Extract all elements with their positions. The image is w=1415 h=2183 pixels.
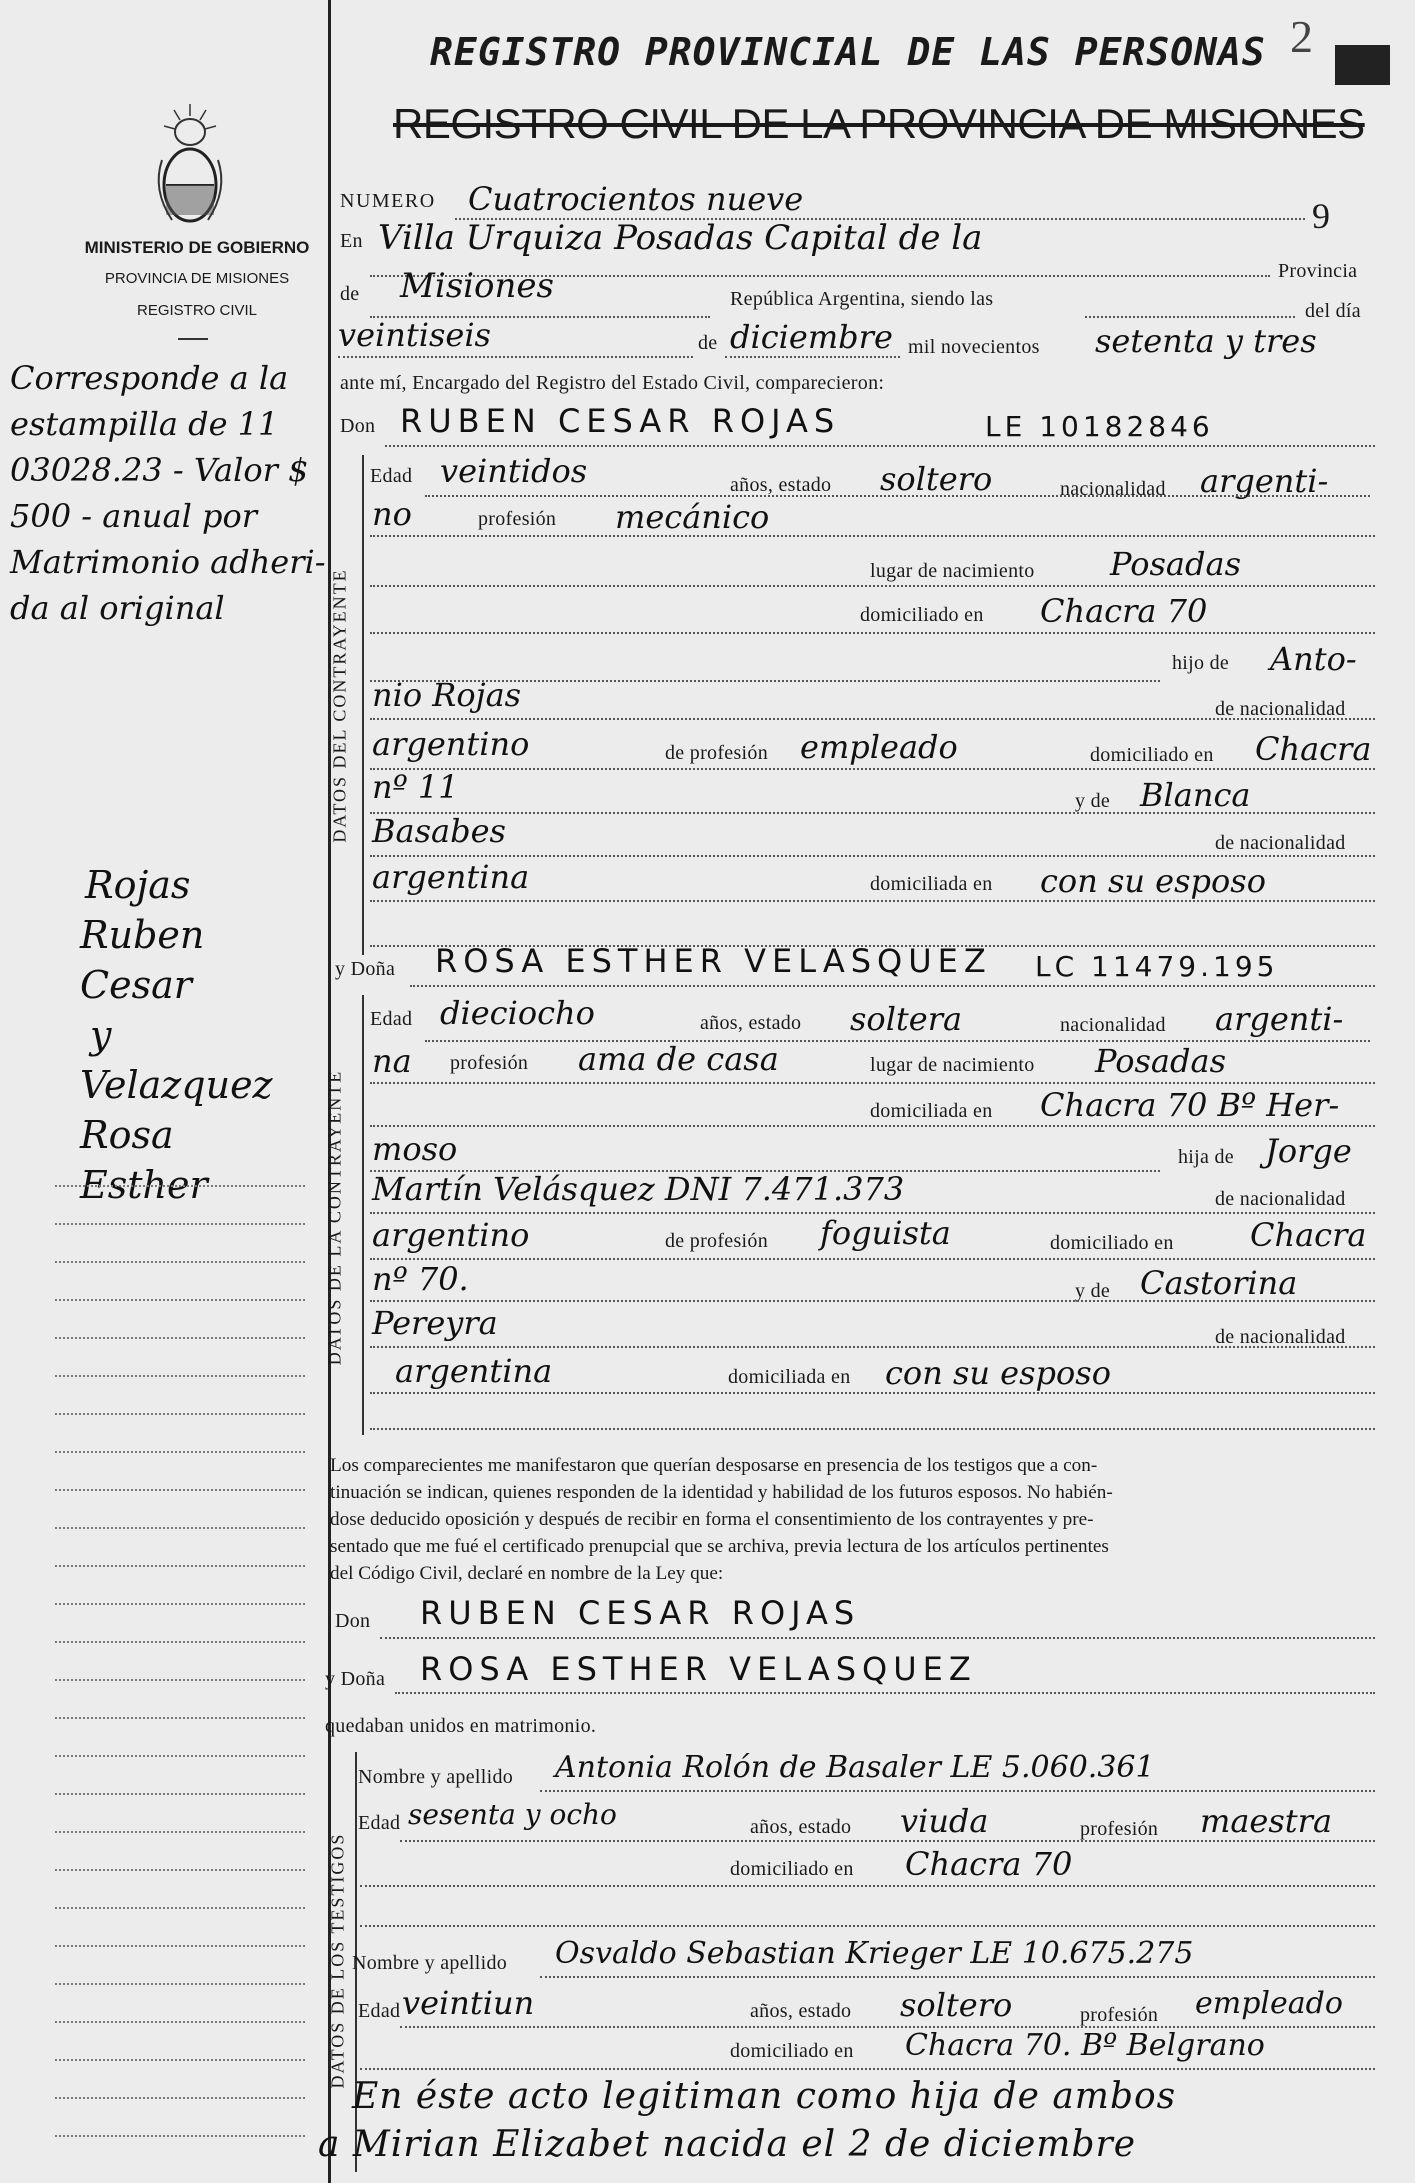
label-numero: NUMERO (340, 190, 436, 212)
bride-father-address: Chacra (1250, 1216, 1367, 1254)
margin-ruled-line (55, 1717, 305, 1719)
bride-data-label: DATOS DE LA CONTRAYENTE (324, 1069, 345, 1366)
groom-father: Anto- (1270, 640, 1357, 678)
label-anos-estado-4: años, estado (750, 2000, 852, 2022)
paragraph-line: Los comparecientes me manifestaron que querían desposarse en presencia de los testigos que a con- (330, 1455, 1098, 1476)
label-domiciliada-en: domiciliada en (870, 873, 993, 895)
groom-mother-address: con su esposo (1040, 862, 1266, 900)
registry-title: REGISTRO PROVINCIAL DE LAS PERSONAS (430, 30, 1266, 74)
label-profesion-3: profesión (1080, 1818, 1159, 1840)
bride-father: Jorge (1265, 1132, 1352, 1170)
margin-ruled-line (55, 1907, 305, 1909)
witness1-age: sesenta y ocho (408, 1798, 617, 1831)
label-domiciliada: domiciliada en (870, 1100, 993, 1122)
groom-nationality: argenti- (1200, 462, 1329, 500)
margin-note-line: Corresponde a la (10, 359, 289, 397)
label-domiciliado: domiciliado en (860, 604, 984, 626)
record-province: Misiones (400, 266, 554, 306)
declared-groom: RUBEN CESAR ROJAS (420, 1594, 861, 1632)
label-de-nacionalidad-3: de nacionalidad (1215, 1188, 1346, 1210)
paragraph-line: dose deducido oposición y después de recibir en forma el consentimiento de los contrayentes y pre- (330, 1509, 1094, 1530)
margin-ruled-line (55, 1679, 305, 1681)
margin-ruled-line (55, 1603, 305, 1605)
witness2-age: veintiun (402, 1984, 535, 2022)
margin-ruled-line (55, 1565, 305, 1567)
page-number: 9 (1312, 196, 1330, 236)
groom-mother-cont: Basabes (372, 812, 506, 850)
label-en: En (340, 230, 363, 252)
margin-note (10, 355, 326, 631)
label-de: de (340, 283, 360, 305)
margin-note-line: da al original (10, 589, 225, 627)
margin-ruled-line (55, 1185, 305, 1187)
label-anos-estado-3: años, estado (750, 1816, 852, 1838)
groom-data-label: DATOS DEL CONTRAYENTE (329, 568, 350, 843)
bride-father-nationality: argentino (372, 1216, 530, 1254)
label-y-de: y de (1075, 790, 1111, 812)
groom-father-profession: empleado (800, 728, 958, 766)
bride-age: dieciocho (440, 994, 595, 1032)
label-edad: Edad (370, 465, 413, 487)
label-domiciliado-en-2: domiciliado en (1050, 1232, 1174, 1254)
groom-document: LE 10182846 (985, 410, 1214, 443)
bride-mother: Castorina (1140, 1264, 1298, 1302)
label-domiciliada-en-2: domiciliada en (728, 1366, 851, 1388)
bride-status: soltera (850, 1000, 963, 1038)
label-hijo-de: hijo de (1172, 652, 1230, 674)
margin-note-line: estampilla de 11 (10, 405, 279, 443)
margin-ruled-line (55, 1223, 305, 1225)
bride-mother-address: con su esposo (885, 1354, 1111, 1392)
record-place: Villa Urquiza Posadas Capital de la (378, 218, 983, 258)
witness1-profession: maestra (1200, 1802, 1333, 1840)
bride-address: Chacra 70 Bº Her- (1040, 1086, 1340, 1124)
label-y-dona-2: y Doña (325, 1668, 386, 1690)
witness2-status: soltero (900, 1986, 1013, 2024)
margin-ruled-line (55, 1641, 305, 1643)
label-anos-estado-2: años, estado (700, 1012, 802, 1034)
margin-ruled-line (55, 2021, 305, 2023)
margin-name-line: Esther (80, 1163, 208, 1207)
margin-name-line: Ruben (80, 913, 205, 957)
legitimation-note-line: En éste acto legitiman como hija de ambos (352, 2076, 1177, 2117)
witness-data-label: DATOS DE LOS TESTIGOS (327, 1832, 348, 2089)
margin-ruled-line (55, 1489, 305, 1491)
bride-father-profession: foguista (820, 1214, 951, 1252)
groom-name: RUBEN CESAR ROJAS (400, 402, 841, 440)
bride-father-cont: Martín Velásquez DNI 7.471.373 (372, 1170, 905, 1208)
label-nombre-apellido: Nombre y apellido (358, 1766, 514, 1788)
record-year: setenta y tres (1095, 322, 1317, 360)
label-republica: República Argentina, siendo las (730, 288, 994, 310)
margin-ruled-line (55, 2059, 305, 2061)
paragraph-line: del Código Civil, declaré en nombre de la Ley que: (330, 1563, 724, 1584)
groom-father-cont: nio Rojas (372, 676, 522, 714)
margin-note-line: 500 - anual por (10, 497, 258, 535)
margin-ruled-line (55, 1793, 305, 1795)
margin-ruled-line (55, 1375, 305, 1377)
declaration-paragraph (330, 1452, 1113, 1587)
groom-address: Chacra 70 (1040, 592, 1208, 630)
label-nacionalidad: nacionalidad (1060, 478, 1166, 500)
label-lugar-nacimiento-2: lugar de nacimiento (870, 1054, 1035, 1076)
label-domiciliado-4: domiciliado en (730, 2040, 854, 2062)
groom-father-address-cont: nº 11 (372, 768, 459, 806)
label-quedaban: quedaban unidos en matrimonio. (325, 1715, 597, 1737)
record-number: Cuatrocientos nueve (468, 180, 804, 218)
margin-ruled-line (55, 1413, 305, 1415)
margin-ruled-line (55, 1755, 305, 1757)
margin-ruled-line (55, 1831, 305, 1833)
record-month: diciembre (730, 318, 893, 356)
margin-name-line: y (90, 1013, 112, 1057)
office-name: REGISTRO CIVIL (136, 302, 258, 319)
margin-note-line: 03028.23 - Valor $ (10, 451, 309, 489)
groom-profession: mecánico (615, 498, 770, 536)
label-domiciliado-3: domiciliado en (730, 1858, 854, 1880)
bride-data-bracket (362, 995, 364, 1435)
margin-ruled-line (55, 2097, 305, 2099)
bride-mother-nationality: argentina (395, 1352, 553, 1390)
label-edad-2: Edad (370, 1008, 413, 1030)
witness1-name: Antonia Rolón de Basaler LE 5.060.361 (555, 1750, 1155, 1785)
label-de-mes: de (698, 332, 718, 354)
bride-profession: ama de casa (578, 1040, 779, 1078)
label-ante-mi: ante mí, Encargado del Registro del Estado Civil, comparecieron: (340, 372, 885, 394)
groom-data-bracket (362, 455, 364, 955)
bride-name: ROSA ESTHER VELASQUEZ (435, 942, 992, 980)
label-domiciliado-en: domiciliado en (1090, 744, 1214, 766)
margin-ruled-line (55, 2135, 305, 2137)
corner-mark: 2 (1290, 11, 1313, 62)
record-day: veintiseis (338, 316, 491, 354)
margin-name-line: Rojas (85, 863, 191, 907)
label-hija-de: hija de (1178, 1146, 1234, 1168)
bride-father-address-cont: nº 70. (372, 1260, 469, 1298)
ministry-name: MINISTERIO DE GOBIERNO (84, 238, 310, 257)
groom-birthplace: Posadas (1110, 545, 1241, 583)
label-profesion-2: profesión (450, 1052, 529, 1074)
witness2-profession: empleado (1195, 1986, 1343, 2021)
declared-bride: ROSA ESTHER VELASQUEZ (420, 1650, 977, 1688)
label-nombre-apellido-2: Nombre y apellido (352, 1952, 508, 1974)
margin-ruled-line (55, 1527, 305, 1529)
margin-ruled-line (55, 1983, 305, 1985)
groom-nationality-cont: no (372, 495, 412, 533)
label-edad-3: Edad (358, 1812, 401, 1834)
margin-ruled-line (55, 1869, 305, 1871)
legitimation-note-line: a Mirian Elizabet nacida el 2 de diciembre (318, 2124, 1137, 2165)
label-profesion-4: profesión (1080, 2004, 1159, 2026)
paragraph-line: tinuación se indican, quienes responden de la identidad y habilidad de los futuros esposos. No habién- (330, 1482, 1113, 1503)
label-profesion: profesión (478, 508, 557, 530)
bride-address-cont: moso (372, 1130, 458, 1168)
groom-father-address: Chacra (1255, 730, 1372, 768)
groom-status: soltero (880, 460, 993, 498)
label-de-nacionalidad-4: de nacionalidad (1215, 1326, 1346, 1348)
registry-subtitle: REGISTRO CIVIL DE LA PROVINCIA DE MISIONES (393, 100, 1365, 147)
label-de-nacionalidad-2: de nacionalidad (1215, 832, 1346, 854)
margin-name-line: Velazquez (80, 1063, 273, 1107)
witness1-status: viuda (900, 1802, 989, 1840)
bride-mother-cont: Pereyra (372, 1304, 498, 1342)
label-lugar-nacimiento: lugar de nacimiento (870, 560, 1035, 582)
margin-ruled-line (55, 1945, 305, 1947)
margin-ruled-line (55, 1299, 305, 1301)
coat-of-arms-icon (150, 100, 230, 230)
label-anos-estado: años, estado (730, 474, 832, 496)
bride-document: LC 11479.195 (1035, 950, 1279, 983)
label-y-de-2: y de (1075, 1280, 1111, 1302)
label-nacionalidad-2: nacionalidad (1060, 1014, 1166, 1036)
label-don: Don (340, 415, 376, 437)
margin-names (80, 860, 273, 1210)
bride-nationality: argenti- (1215, 1000, 1344, 1038)
corner-stamp (1335, 45, 1390, 85)
bride-birthplace: Posadas (1095, 1042, 1226, 1080)
witness2-name: Osvaldo Sebastian Krieger LE 10.675.275 (555, 1936, 1194, 1971)
label-provincia: Provincia (1278, 260, 1358, 282)
label-y-dona: y Doña (335, 958, 396, 980)
bride-nationality-cont: na (372, 1042, 412, 1080)
label-mil: mil novecientos (908, 336, 1040, 358)
margin-note-line: Matrimonio adheri- (10, 543, 326, 581)
office-divider (178, 338, 208, 340)
province-name: PROVINCIA DE MISIONES (104, 270, 290, 287)
label-del-dia: del día (1305, 300, 1361, 322)
margin-ruled-line (55, 1337, 305, 1339)
groom-father-nationality: argentino (372, 725, 530, 763)
label-de-profesion: de profesión (665, 742, 769, 764)
label-edad-4: Edad (358, 2000, 401, 2022)
groom-mother: Blanca (1140, 776, 1251, 814)
paragraph-line: sentado que me fué el certificado prenupcial que se archiva, previa lectura de los artículos pertinentes (330, 1536, 1109, 1557)
groom-age: veintidos (440, 452, 588, 490)
margin-name-line: Rosa (80, 1113, 174, 1157)
label-de-nacionalidad: de nacionalidad (1215, 698, 1346, 720)
witness1-address: Chacra 70 (905, 1845, 1073, 1883)
witness2-address: Chacra 70. Bº Belgrano (905, 2028, 1265, 2063)
margin-ruled-line (55, 1261, 305, 1263)
label-de-profesion-2: de profesión (665, 1230, 769, 1252)
label-don-2: Don (335, 1610, 371, 1632)
margin-ruled-line (55, 1451, 305, 1453)
margin-name-line: Cesar (80, 963, 192, 1007)
groom-mother-nationality: argentina (372, 858, 530, 896)
